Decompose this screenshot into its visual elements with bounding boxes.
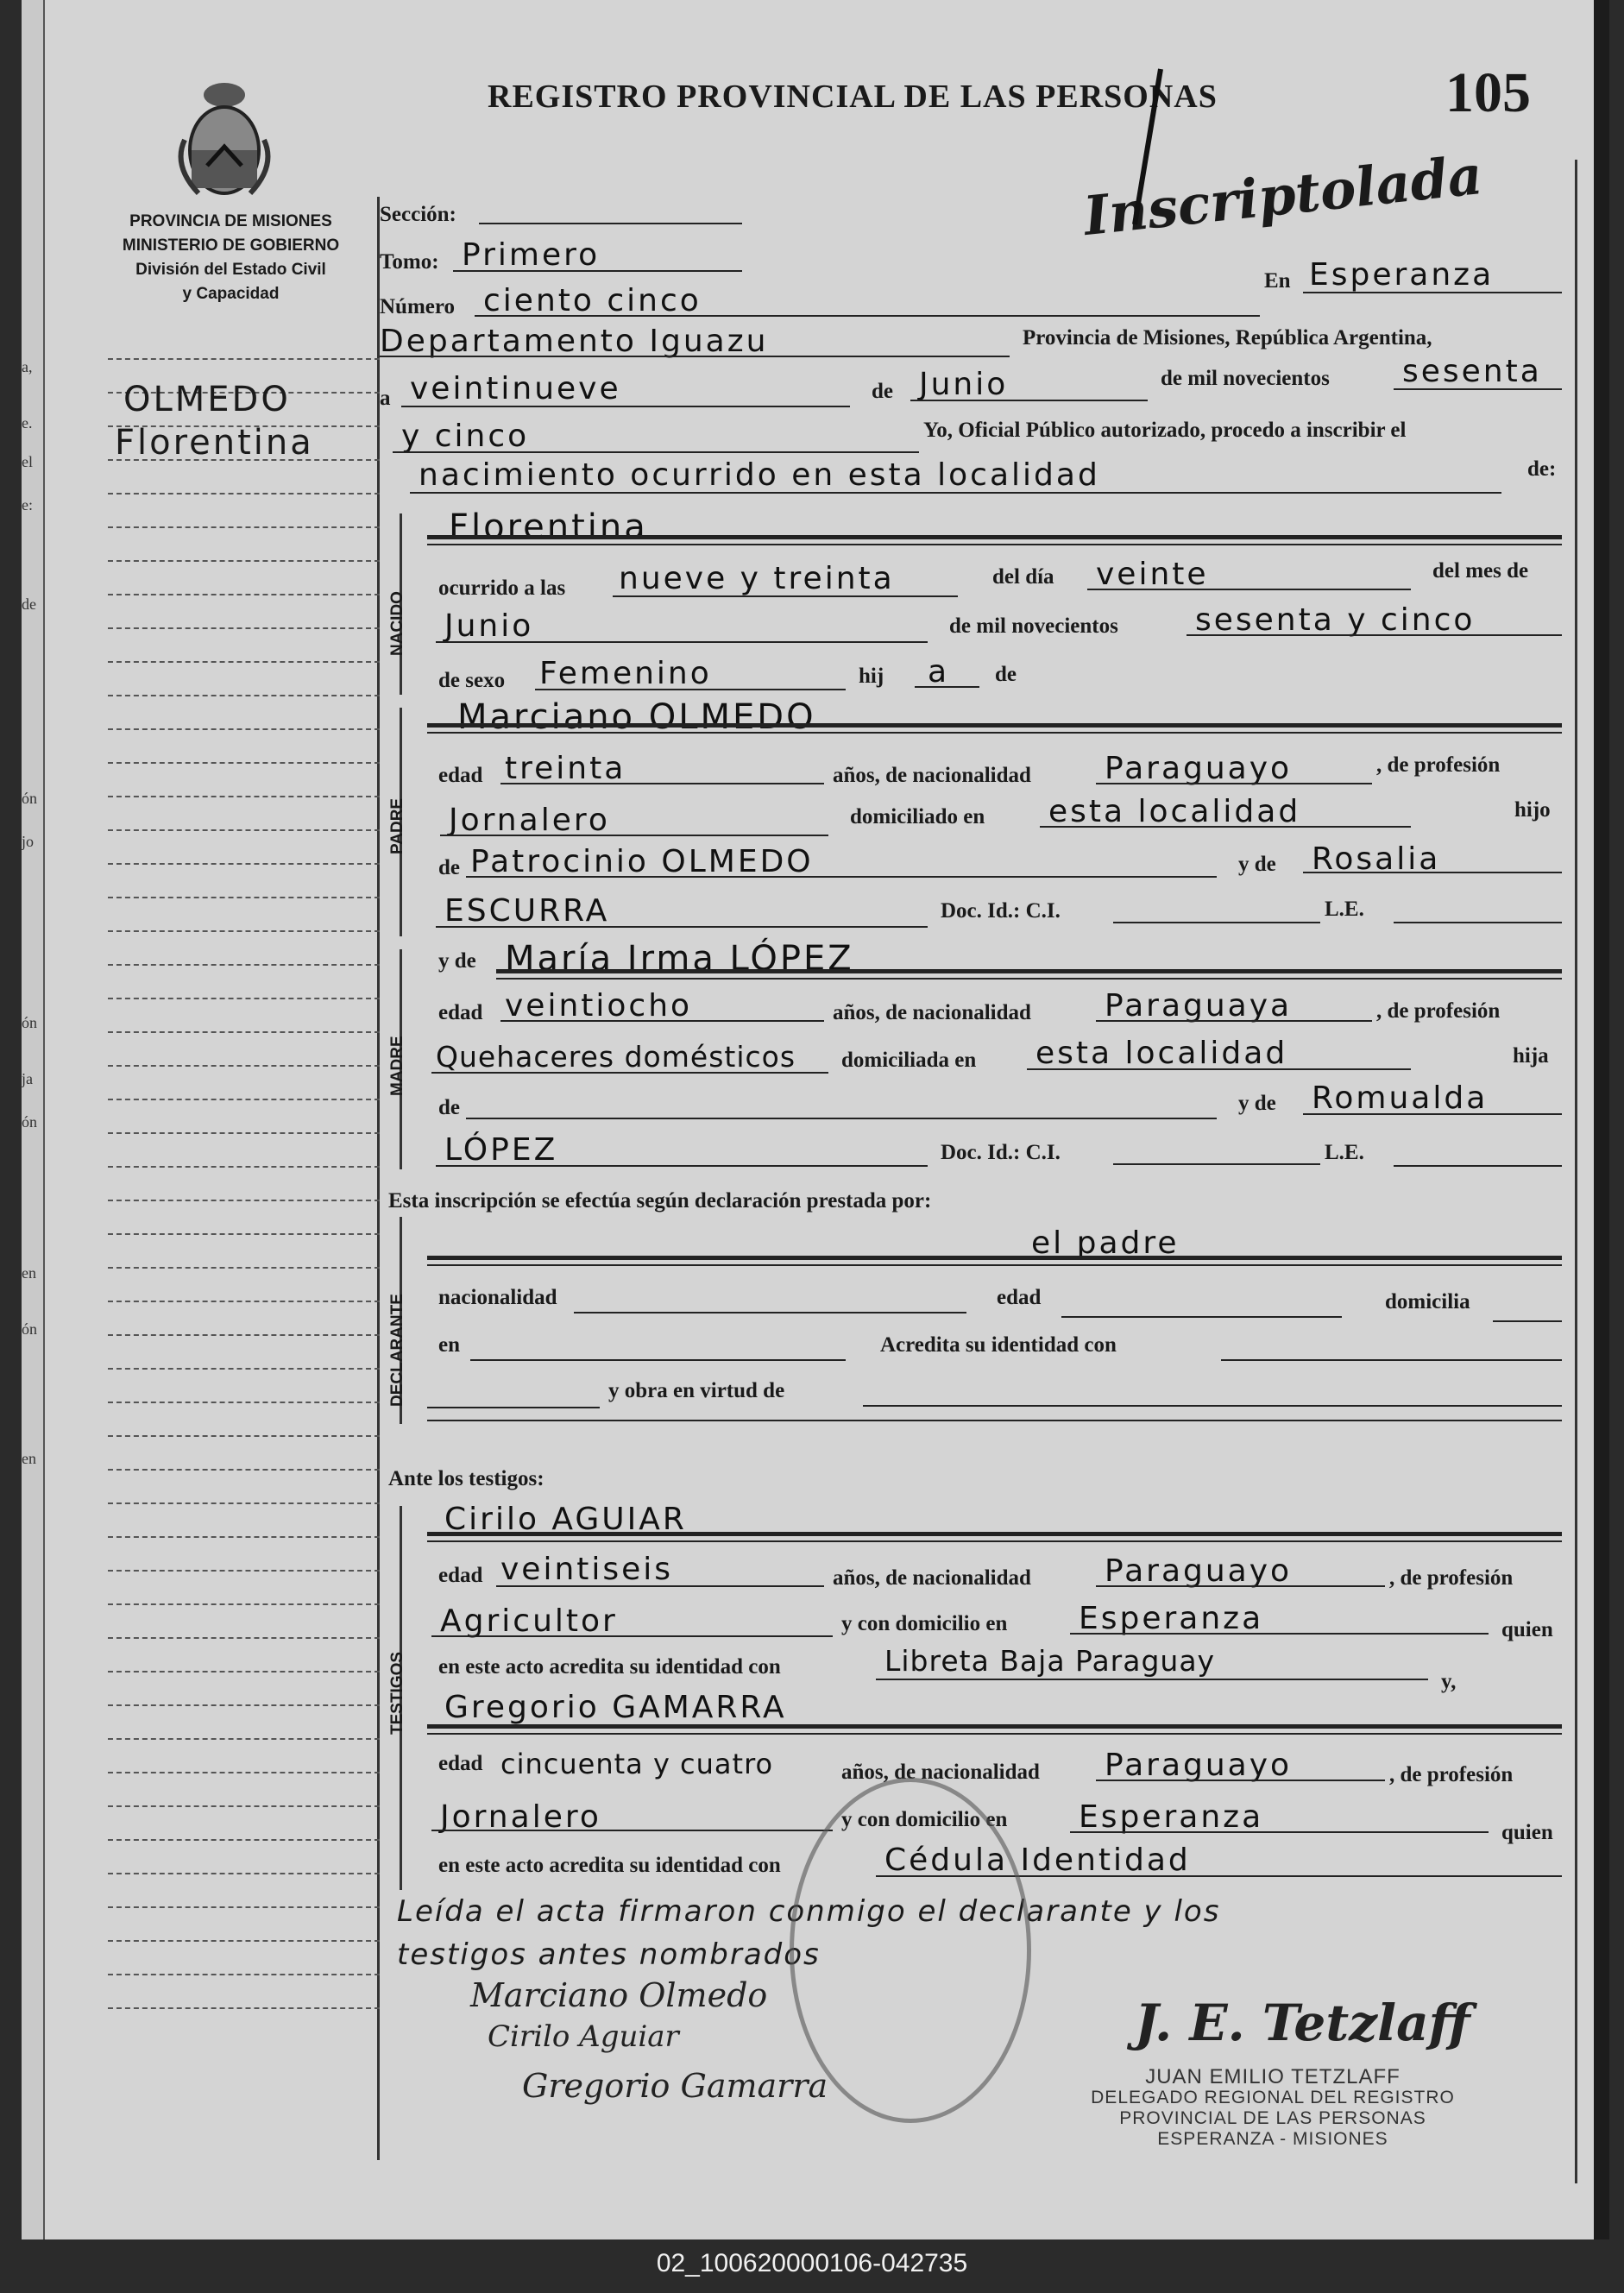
declarante-obra-label: y obra en virtud de: [608, 1379, 785, 1402]
testigo1-name-line: [427, 1532, 1562, 1536]
declarante-section-label: DECLARANTE: [388, 1294, 406, 1407]
testigo1-edad-label: edad: [438, 1564, 483, 1587]
nacido-dia-line: [1087, 589, 1411, 590]
binding-mark: ón: [22, 1014, 37, 1031]
madre-name: María Irma LÓPEZ: [505, 939, 854, 979]
official-title-2: PROVINCIAL DE LAS PERSONAS: [1119, 2108, 1426, 2128]
testigo1-prof-label: , de profesión: [1389, 1566, 1514, 1590]
madre-profesion: Quehaceres domésticos: [436, 1040, 796, 1074]
anio-part2-line: [393, 451, 919, 453]
ministry-division-sub: y Capacidad: [182, 285, 280, 303]
testigo2-prof-line: [431, 1830, 833, 1831]
padre-nac-label: años, de nacionalidad: [833, 764, 1031, 787]
padre-madre-1: Rosalia: [1312, 841, 1441, 877]
madre-doc-label: Doc. Id.: C.I.: [941, 1141, 1061, 1164]
padre-doc-label: Doc. Id.: C.I.: [941, 899, 1061, 923]
declarante-en-line: [470, 1359, 846, 1361]
padre-madre-2: ESCURRA: [444, 893, 610, 929]
declarante-intro: Esta inscripción se efectúa según declaración prestada por:: [388, 1189, 932, 1213]
nacido-de-label: de: [995, 663, 1017, 686]
madre-nacionalidad: Paraguaya: [1105, 988, 1293, 1024]
testigo1-prof: Agricultor: [440, 1603, 618, 1639]
sexo-label: de sexo: [438, 669, 506, 692]
page-edge: [1594, 0, 1609, 2239]
padre-nacionalidad-line: [1096, 783, 1372, 784]
testigo1-doc: Libreta Baja Paraguay: [884, 1644, 1216, 1678]
padre-edad-line: [500, 783, 824, 784]
nacido-anio-line: [1187, 634, 1562, 636]
ministry-header: [91, 210, 371, 306]
nacido-hora: nueve y treinta: [619, 561, 895, 596]
signature-testigo2: Gregorio Gamarra: [522, 2067, 828, 2105]
testigo1-doc-line: [876, 1679, 1428, 1680]
binding-mark: a,: [22, 358, 33, 375]
hij-suffix-line: [915, 686, 979, 688]
signature-stroke: [1117, 60, 1169, 233]
fecha-de-label: de: [872, 380, 893, 403]
declarante-acredita-label: Acredita su identidad con: [880, 1333, 1117, 1357]
testigo1-name-line2: [427, 1540, 1562, 1542]
madre-padre-line: [466, 1118, 1217, 1119]
padre-de-label: de: [438, 856, 460, 879]
padre-padre-line: [466, 876, 1217, 878]
testigo1-prof-line: [431, 1635, 833, 1637]
padre-edad: treinta: [505, 751, 626, 786]
anio-part1: sesenta: [1402, 354, 1542, 389]
binding-mark: ja: [22, 1070, 33, 1087]
binding-mark: el: [22, 453, 33, 470]
madre-domicilio: esta localidad: [1035, 1036, 1288, 1071]
coat-of-arms-icon: [173, 79, 276, 205]
madre-edad-label: edad: [438, 1001, 483, 1024]
testigo2-nac-label: años, de nacionalidad: [841, 1761, 1040, 1784]
testigo2-name: Gregorio GAMARRA: [444, 1690, 787, 1725]
mil-novecientos-label: de mil novecientos: [1161, 367, 1330, 390]
binding-mark: de: [22, 595, 36, 613]
fecha-a-label: a: [380, 387, 391, 410]
testigo1-dom-line: [1070, 1633, 1489, 1635]
binding-mark: ón: [22, 790, 37, 807]
anio-part2: y cinco: [401, 419, 530, 454]
testigo1-acredita-label: en este acto acredita su identidad con: [438, 1655, 781, 1679]
tomo-label: Tomo:: [380, 250, 439, 274]
binding-mark: en: [22, 1264, 36, 1282]
ministry-province: PROVINCIA DE MISIONES: [129, 212, 332, 230]
en-line: [1303, 292, 1562, 293]
testigo2-prof: Jornalero: [440, 1799, 601, 1835]
testigo2-nac-line: [1096, 1780, 1385, 1781]
padre-prof-label: , de profesión: [1376, 753, 1501, 777]
numero-value: ciento cinco: [483, 283, 702, 318]
nacido-hora-line: [613, 595, 958, 597]
padre-edad-label: edad: [438, 764, 483, 787]
madre-y-de-label2: y de: [1238, 1092, 1276, 1115]
signature-declarante: Marciano Olmedo: [470, 1976, 768, 2014]
madre-hija-label: hija: [1513, 1044, 1549, 1068]
testigo1-y-label: y,: [1441, 1670, 1457, 1693]
official-name: JUAN EMILIO TETZLAFF: [1145, 2065, 1401, 2088]
declarante-line: [427, 1256, 1562, 1260]
numero-label: Número: [380, 295, 456, 318]
madre-madre-1-line: [1303, 1113, 1562, 1115]
provincia-text: Provincia de Misiones, República Argentina,: [1023, 326, 1432, 350]
tomo-line: [453, 270, 742, 272]
fecha-dia: veintinueve: [410, 371, 621, 406]
padre-madre-2-line: [436, 926, 928, 928]
en-label: En: [1264, 269, 1291, 293]
testigo2-doc: Cédula Identidad: [884, 1843, 1191, 1878]
padre-padre: Patrocinio OLMEDO: [470, 844, 814, 879]
tomo-value: Primero: [462, 237, 601, 273]
acto-de-label: de:: [1527, 457, 1557, 481]
binding-mark: en: [22, 1450, 36, 1467]
testigo1-quien-label: quien: [1501, 1618, 1553, 1641]
padre-madre-1-line: [1303, 872, 1562, 873]
binding-mark: ón: [22, 1113, 37, 1131]
madre-le-line: [1394, 1165, 1562, 1167]
hij-suffix: a: [928, 654, 950, 690]
declarante-edad-label: edad: [997, 1286, 1042, 1309]
testigo2-edad-label: edad: [438, 1752, 483, 1775]
acto-value: nacimiento ocurrido en esta localidad: [419, 457, 1100, 493]
nacido-mil-label: de mil novecientos: [949, 614, 1118, 638]
madre-madre-2: LÓPEZ: [444, 1132, 558, 1168]
testigo1-edad-line: [496, 1585, 824, 1587]
madre-madre-1: Romualda: [1312, 1080, 1489, 1116]
seccion-line: [479, 223, 742, 224]
padre-dom-label: domiciliado en: [850, 805, 985, 828]
padre-domicilio-line: [1040, 826, 1411, 828]
binding-mark: e.: [22, 414, 33, 432]
testigo2-acredita-label: en este acto acredita su identidad con: [438, 1854, 781, 1877]
margin-notes-lines: [108, 358, 380, 2041]
margin-given-name: Florentina: [115, 423, 314, 463]
ocurrido-label: ocurrido a las: [438, 576, 566, 600]
closing-line2: testigos antes nombrados: [397, 1937, 821, 1972]
declarante-line2: [427, 1264, 1562, 1266]
padre-name: Marciano OLMEDO: [457, 697, 816, 737]
ministry-division: División del Estado Civil: [135, 261, 326, 279]
padre-domicilio: esta localidad: [1048, 794, 1301, 829]
closing-line1: Leída el acta firmaron conmigo el declarante y los: [397, 1894, 1221, 1929]
declarante-obra-pre-line: [427, 1407, 600, 1408]
declarante-end-line: [427, 1420, 1562, 1421]
padre-section-label: PADRE: [388, 797, 406, 854]
departamento-line: [380, 356, 1010, 357]
madre-domicilio-line: [1027, 1068, 1411, 1070]
madre-name-line2: [496, 978, 1562, 980]
padre-y-de-label: y de: [1238, 853, 1276, 876]
declarante-value: el padre: [1031, 1225, 1180, 1261]
signature-official: J. E. Tetzlaff: [1135, 1994, 1470, 2052]
nacido-sexo-line: [535, 689, 846, 690]
padre-nacionalidad: Paraguayo: [1105, 751, 1293, 786]
nacido-sexo: Femenino: [539, 656, 712, 691]
testigo2-name-line: [427, 1724, 1562, 1729]
madre-dom-label: domiciliada en: [841, 1049, 977, 1072]
nacido-name-line: [427, 535, 1562, 539]
nacido-section-label: NACIDO: [388, 591, 406, 656]
oficial-text: Yo, Oficial Público autorizado, procedo a inscribir el: [923, 419, 1407, 442]
madre-profesion-line: [431, 1072, 828, 1074]
nacido-dia: veinte: [1096, 557, 1209, 592]
nacido-name-line2: [427, 544, 1562, 545]
declarante-nac-label: nacionalidad: [438, 1286, 557, 1309]
testigo1-edad: veintiseis: [500, 1552, 674, 1587]
testigo1-dom-label: y con domicilio en: [841, 1612, 1008, 1635]
nacido-anio: sesenta y cinco: [1195, 602, 1476, 638]
madre-madre-2-line: [436, 1165, 928, 1167]
padre-hijo-label: hijo: [1514, 798, 1551, 822]
padre-profesion: Jornalero: [449, 803, 610, 838]
padre-le-line: [1394, 922, 1562, 923]
madre-section-label: MADRE: [388, 1036, 406, 1096]
del-dia-label: del día: [992, 565, 1054, 589]
acto-line: [410, 492, 1501, 494]
testigo2-dom-label: y con domicilio en: [841, 1808, 1008, 1831]
madre-ci-line: [1113, 1163, 1320, 1165]
testigos-section-label: TESTIGOS: [388, 1651, 406, 1735]
testigo1-name: Cirilo AGUIAR: [444, 1502, 687, 1537]
testigo1-nac: Paraguayo: [1105, 1553, 1293, 1589]
testigo1-dom: Esperanza: [1079, 1601, 1264, 1636]
margin-surname: OLMEDO: [123, 380, 291, 419]
testigo1-nac-line: [1096, 1585, 1385, 1587]
binding-mark: ón: [22, 1320, 37, 1338]
declarante-nac-line: [574, 1312, 966, 1313]
madre-edad: veintiocho: [505, 988, 693, 1024]
testigo1-nac-label: años, de nacionalidad: [833, 1566, 1031, 1590]
scan-code: 02_100620000106-042735: [656, 2249, 968, 2277]
numero-line: [475, 315, 1260, 317]
folio-number: 105: [1445, 61, 1531, 124]
nacido-name: Florentina: [449, 507, 648, 547]
departamento-value: Departamento Iguazu: [380, 324, 769, 359]
binding-mark: jo: [22, 833, 35, 850]
declarante-domicilia-label: domicilia: [1385, 1290, 1470, 1313]
declarante-edad-line: [1061, 1316, 1342, 1318]
testigo2-prof-label: , de profesión: [1389, 1763, 1514, 1786]
hij-label: hij: [859, 665, 884, 688]
certificate-page: [22, 0, 1609, 2239]
testigo2-edad: cincuenta y cuatro: [500, 1748, 774, 1780]
padre-name-line2: [427, 732, 1562, 734]
madre-edad-line: [500, 1020, 824, 1022]
fecha-mes: Junio: [919, 367, 1009, 402]
signature-testigo1: Cirilo Aguiar: [488, 2019, 679, 2054]
testigo2-dom-line: [1070, 1831, 1489, 1833]
document-title: REGISTRO PROVINCIAL DE LAS PERSONAS: [488, 79, 1218, 115]
testigo2-name-line2: [427, 1733, 1562, 1735]
padre-ci-line: [1113, 922, 1320, 923]
top-annotation-signature: Inscriptolada: [1080, 142, 1486, 249]
testigo2-dom: Esperanza: [1079, 1799, 1264, 1835]
binding-mark: e:: [22, 496, 33, 513]
fecha-mes-line: [910, 400, 1148, 401]
nacido-mes: Junio: [444, 608, 534, 644]
anio-part1-line: [1394, 388, 1562, 390]
fecha-dia-line: [401, 406, 850, 407]
testigos-intro: Ante los testigos:: [388, 1467, 544, 1490]
padre-name-line: [427, 723, 1562, 728]
declarante-obra-line: [863, 1405, 1562, 1407]
official-title-1: DELEGADO REGIONAL DEL REGISTRO: [1091, 2088, 1455, 2107]
official-place: ESPERANZA - MISIONES: [1157, 2129, 1388, 2149]
padre-le-label: L.E.: [1325, 898, 1364, 921]
declarante-acredita-line: [1221, 1359, 1562, 1361]
madre-y-de-label: y de: [438, 949, 476, 973]
right-border: [1575, 160, 1577, 2183]
madre-nacionalidad-line: [1096, 1020, 1372, 1022]
madre-name-line: [496, 969, 1562, 973]
madre-de-label: de: [438, 1096, 460, 1119]
madre-nac-label: años, de nacionalidad: [833, 1001, 1031, 1024]
testigo2-nac: Paraguayo: [1105, 1748, 1293, 1783]
testigo2-quien-label: quien: [1501, 1821, 1553, 1844]
nacido-mes-line: [436, 641, 928, 643]
official-block: [1048, 2067, 1497, 2150]
declarante-domicilia-line: [1493, 1320, 1562, 1322]
binding-strip: [22, 0, 45, 2239]
madre-prof-label: , de profesión: [1376, 999, 1501, 1023]
seccion-label: Sección:: [380, 203, 456, 226]
en-value: Esperanza: [1309, 257, 1495, 293]
declarante-en-label: en: [438, 1333, 460, 1357]
madre-le-label: L.E.: [1325, 1141, 1364, 1164]
padre-profesion-line: [440, 835, 828, 836]
ministry-name: MINISTERIO DE GOBIERNO: [122, 236, 340, 255]
del-mes-label: del mes de: [1432, 559, 1529, 583]
